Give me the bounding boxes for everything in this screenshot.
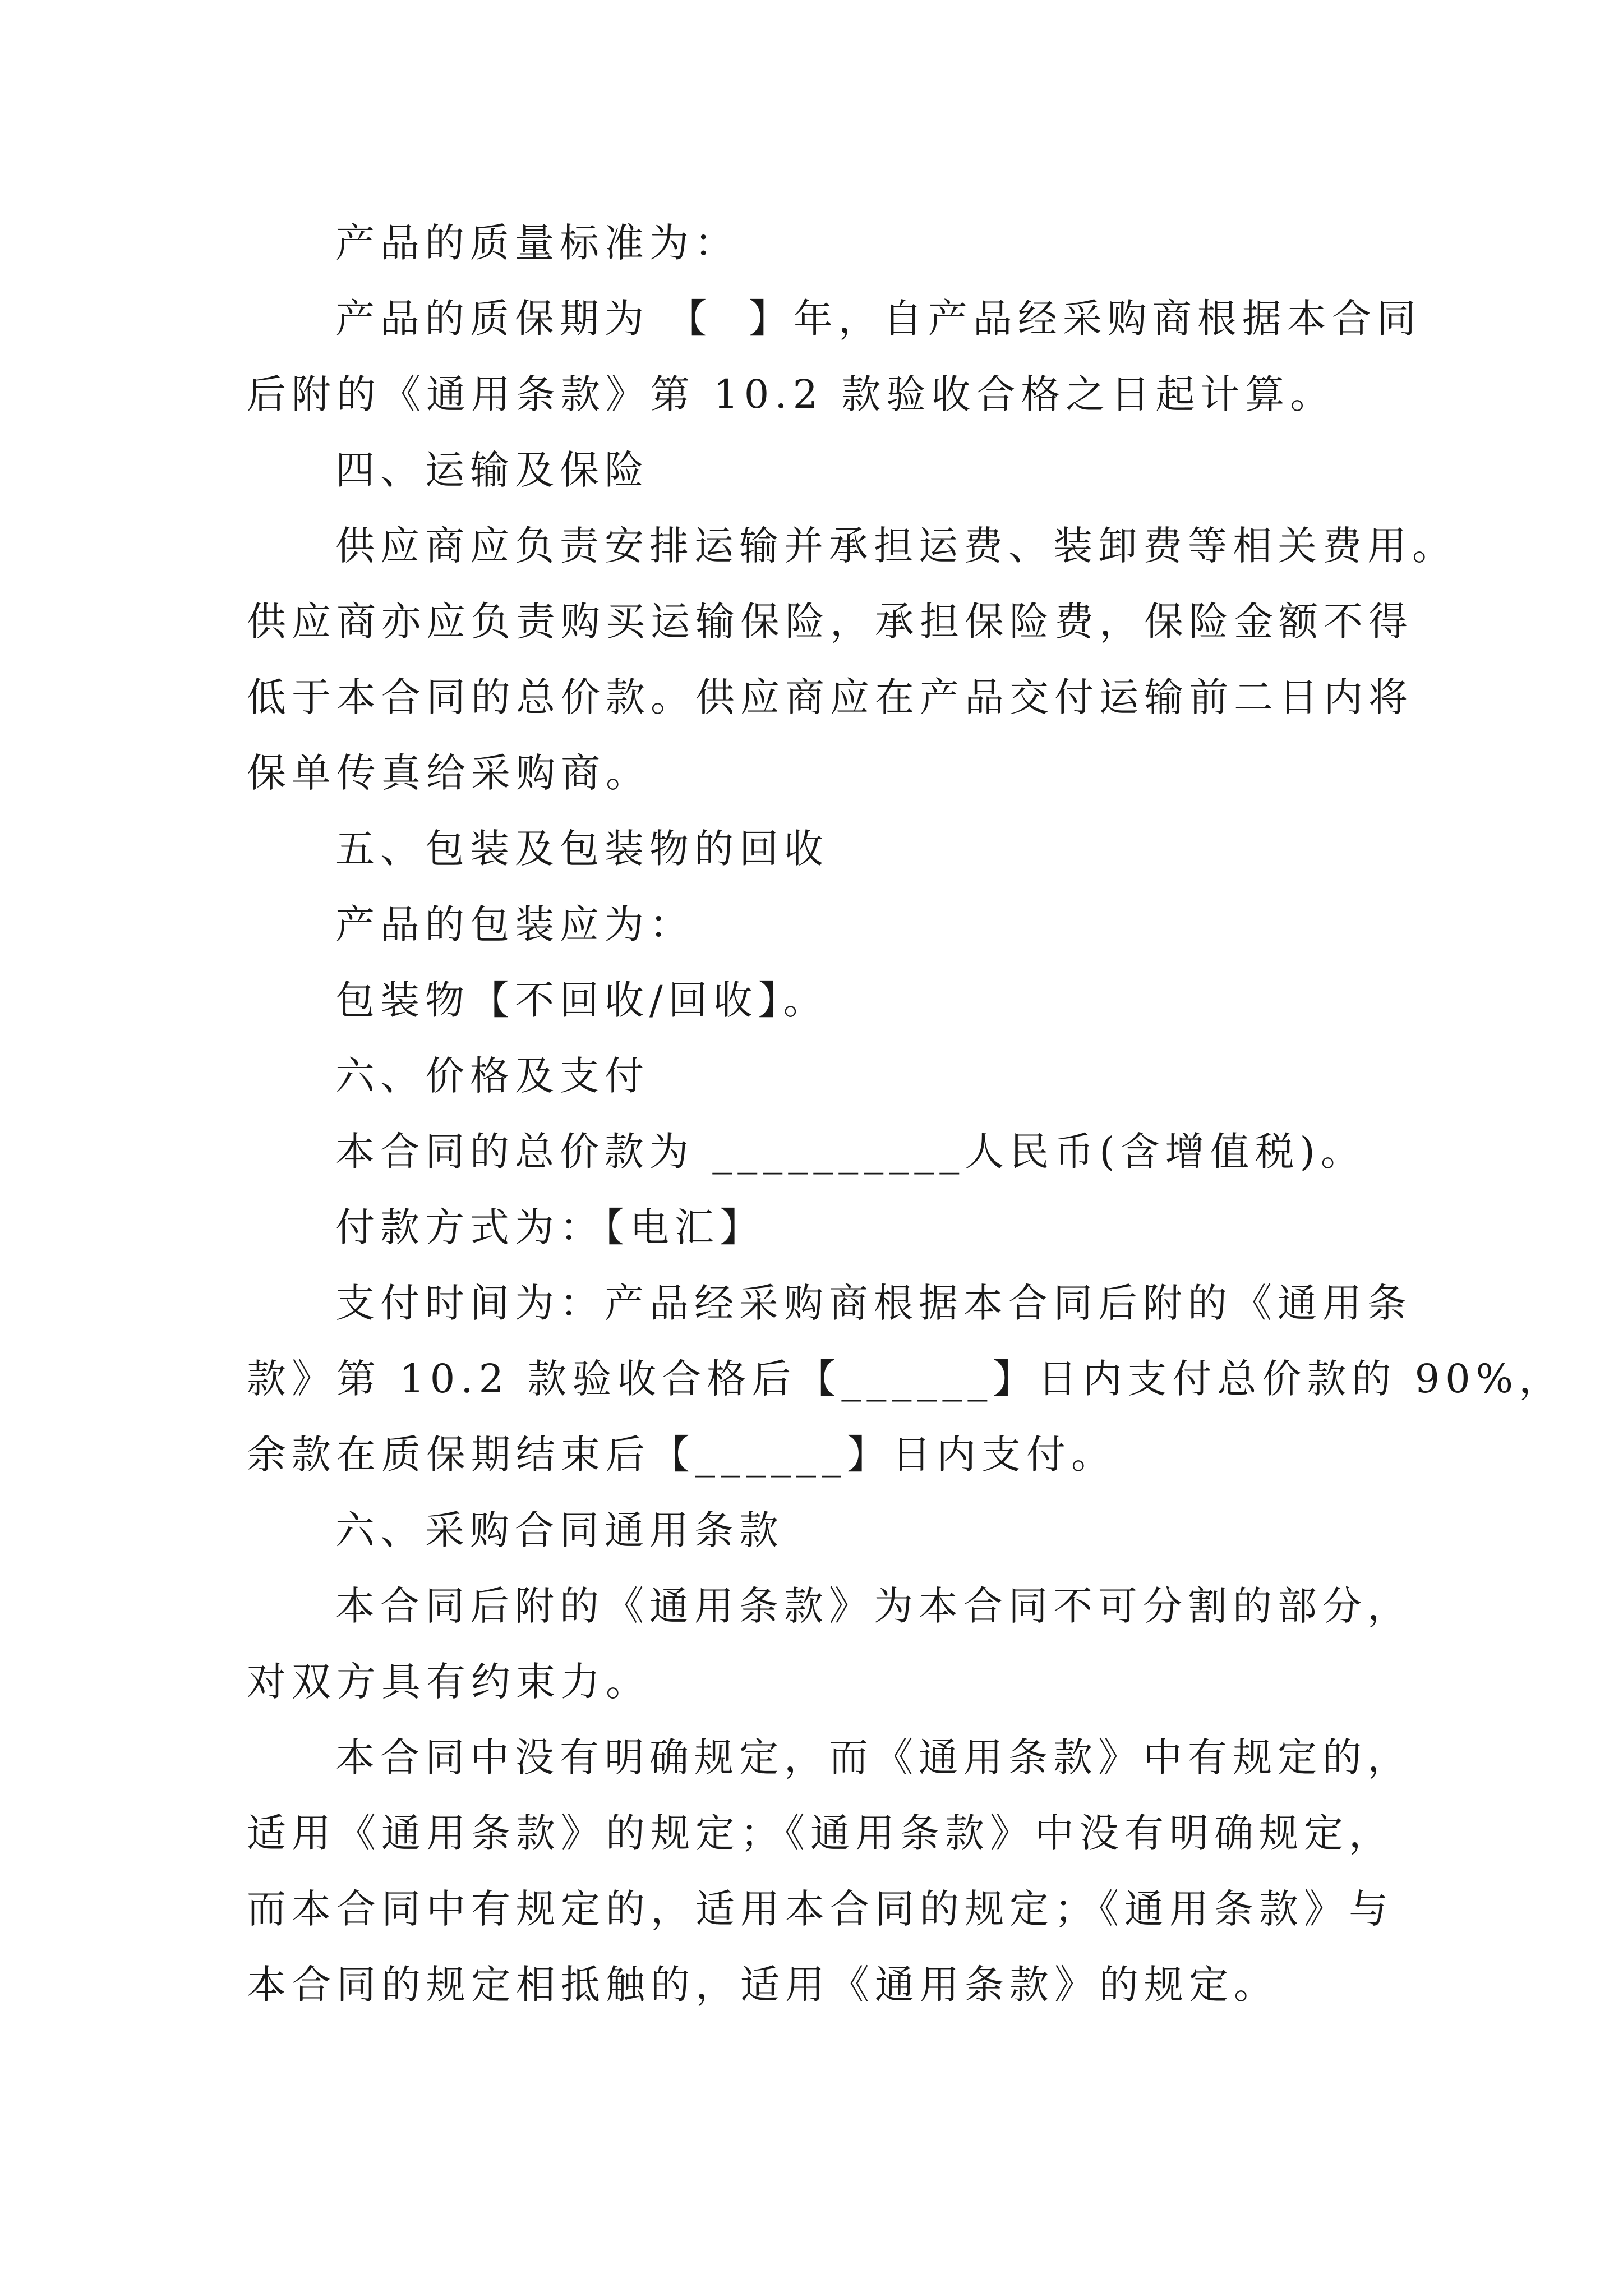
section-heading-price: 六、价格及支付 xyxy=(335,1053,649,1099)
transport-line-2: 供应商亦应负责购买运输保险，承担保险费，保险金额不得 xyxy=(247,599,1413,645)
packaging-line-2: 包装物【不回收/回收】。 xyxy=(335,977,828,1023)
quality-standard-line: 产品的质量标准为： xyxy=(335,220,739,266)
payment-time-line-3: 余款在质保期结束后【______】日内支付。 xyxy=(247,1432,1116,1478)
transport-line-3: 低于本合同的总价款。供应商应在产品交付运输前二日内将 xyxy=(247,674,1413,720)
general-terms-line-3: 本合同中没有明确规定，而《通用条款》中有规定的， xyxy=(335,1734,1412,1780)
general-terms-line-4: 适用《通用条款》的规定；《通用条款》中没有明确规定， xyxy=(247,1810,1394,1856)
payment-time-line-1: 支付时间为：产品经采购商根据本合同后附的《通用条 xyxy=(335,1280,1412,1326)
transport-line-4: 保单传真给采购商。 xyxy=(247,750,651,796)
warranty-line-1: 产品的质保期为 【 】年，自产品经采购商根据本合同 xyxy=(335,296,1422,342)
payment-method-line: 付款方式为：【电汇】 xyxy=(335,1204,764,1250)
section-heading-packaging: 五、包装及包装物的回收 xyxy=(335,826,829,872)
general-terms-line-5: 而本合同中有规定的，适用本合同的规定；《通用条款》与 xyxy=(247,1886,1394,1932)
general-terms-line-1: 本合同后附的《通用条款》为本合同不可分割的部分， xyxy=(335,1583,1412,1629)
payment-time-line-2: 款》第 10.2 款验收合格后【______】日内支付总价款的 90%， xyxy=(247,1356,1564,1402)
transport-line-1: 供应商应负责安排运输并承担运费、装卸费等相关费用。 xyxy=(335,523,1457,569)
section-heading-general-terms: 六、采购合同通用条款 xyxy=(335,1507,784,1553)
general-terms-line-6: 本合同的规定相抵触的，适用《通用条款》的规定。 xyxy=(247,1962,1279,2008)
general-terms-line-2: 对双方具有约束力。 xyxy=(247,1659,651,1705)
warranty-line-2: 后附的《通用条款》第 10.2 款验收合格之日起计算。 xyxy=(247,371,1335,417)
price-line: 本合同的总价款为 __________人民币(含增值税)。 xyxy=(335,1129,1366,1175)
packaging-line-1: 产品的包装应为： xyxy=(335,901,694,947)
section-heading-transport: 四、运输及保险 xyxy=(335,447,649,493)
